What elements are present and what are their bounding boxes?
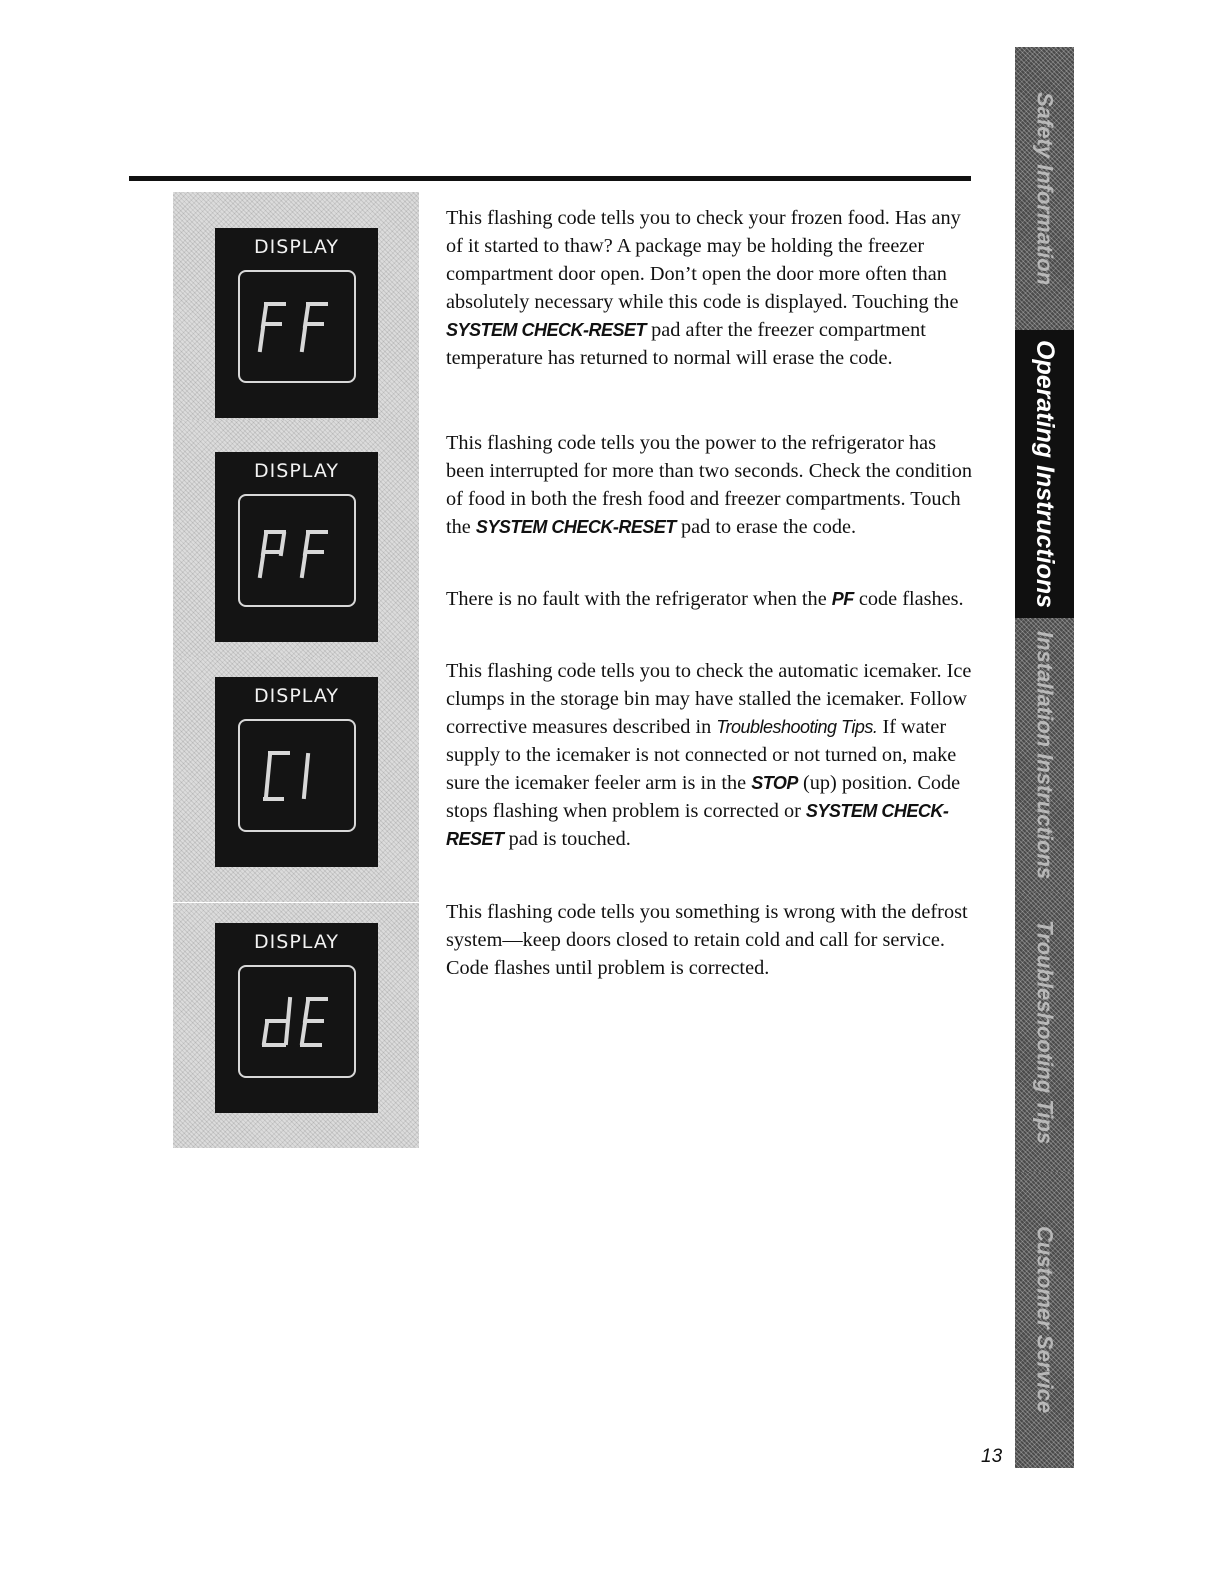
de-description [446, 898, 976, 982]
body-text: This flashing code tells you to check the automatic icemaker. Ice clumps in the storage bin may have stalled the icemaker. Follow corrective measures described in [446, 660, 972, 738]
display-panel-de [173, 903, 419, 1148]
body-text: pad after the freezer compartment temperature has returned to normal will erase the code. [446, 319, 926, 369]
side-tab-troubleshooting-tips[interactable] [1015, 892, 1074, 1172]
code-de-glyph [240, 967, 354, 1076]
body-text: If water supply to the icemaker is not connected or not turned on, make sure the icemaker feeler arm is in the [446, 716, 957, 794]
body-text: (up) position. Code stops flashing when problem is corrected or [446, 772, 961, 822]
reference-text: Troubleshooting Tips. [716, 717, 878, 737]
display-label: DISPLAY [254, 685, 339, 707]
side-tab-label: Operating Instructions [1031, 339, 1059, 609]
pf-description [446, 429, 976, 541]
side-tab-label: Customer Service [1032, 1226, 1058, 1414]
side-tab-customer-service[interactable] [1015, 1172, 1074, 1468]
lcd-screen [238, 270, 356, 383]
page-number: 13 [981, 1446, 1003, 1467]
ff-description [446, 204, 976, 372]
side-tab-label: Installation Instructions [1032, 630, 1058, 880]
display-box [215, 923, 378, 1113]
lcd-screen [238, 965, 356, 1078]
body-text: pad to erase the code. [675, 516, 857, 538]
ci-description [446, 657, 976, 853]
display-box [215, 228, 378, 418]
display-panel-pf [173, 420, 419, 665]
pf-note [446, 585, 976, 613]
side-tab-installation-instructions[interactable] [1015, 618, 1074, 892]
display-label: DISPLAY [254, 460, 339, 482]
body-text: There is no fault with the refrigerator when the [446, 588, 832, 610]
display-box [215, 452, 378, 642]
display-panel-ff [173, 192, 419, 437]
display-box [215, 677, 378, 867]
emphasis-text: SYSTEM CHECK-RESET [475, 517, 676, 537]
body-text: This flashing code tells you something is wrong with the defrost system—keep doors closed to retain cold and call for service. Code flashes until problem is corrected. [446, 901, 968, 979]
code-ci-glyph [240, 721, 354, 830]
side-tab-safety-information[interactable] [1015, 47, 1074, 330]
emphasis-text: PF [831, 589, 854, 609]
side-tab-operating-instructions[interactable] [1015, 330, 1074, 618]
display-panel-ci [173, 657, 419, 902]
emphasis-text: SYSTEM CHECK-RESET [446, 801, 949, 849]
emphasis-text: SYSTEM CHECK-RESET [446, 320, 647, 340]
lcd-screen [238, 719, 356, 832]
side-tab-label: Troubleshooting Tips [1032, 919, 1058, 1145]
side-tab-label: Safety Information [1032, 91, 1058, 286]
emphasis-text: STOP [751, 773, 798, 793]
code-ff-glyph [240, 272, 354, 381]
body-text: This flashing code tells you the power to the refrigerator has been interrupted for more than two seconds. Check the condition of food in both the fresh food and freezer compartments. Touch the [446, 432, 973, 538]
display-label: DISPLAY [254, 236, 339, 258]
header-rule [129, 176, 971, 181]
lcd-screen [238, 494, 356, 607]
code-pf-glyph [240, 496, 354, 605]
body-text: This flashing code tells you to check your frozen food. Has any of it started to thaw? A package may be holding the freezer compartment door open. Don’t open the door more often than absolutely necessary while this code is displayed. Touching the [446, 207, 961, 313]
display-label: DISPLAY [254, 931, 339, 953]
body-text: pad is touched. [503, 828, 631, 850]
body-text: code flashes. [853, 588, 964, 610]
